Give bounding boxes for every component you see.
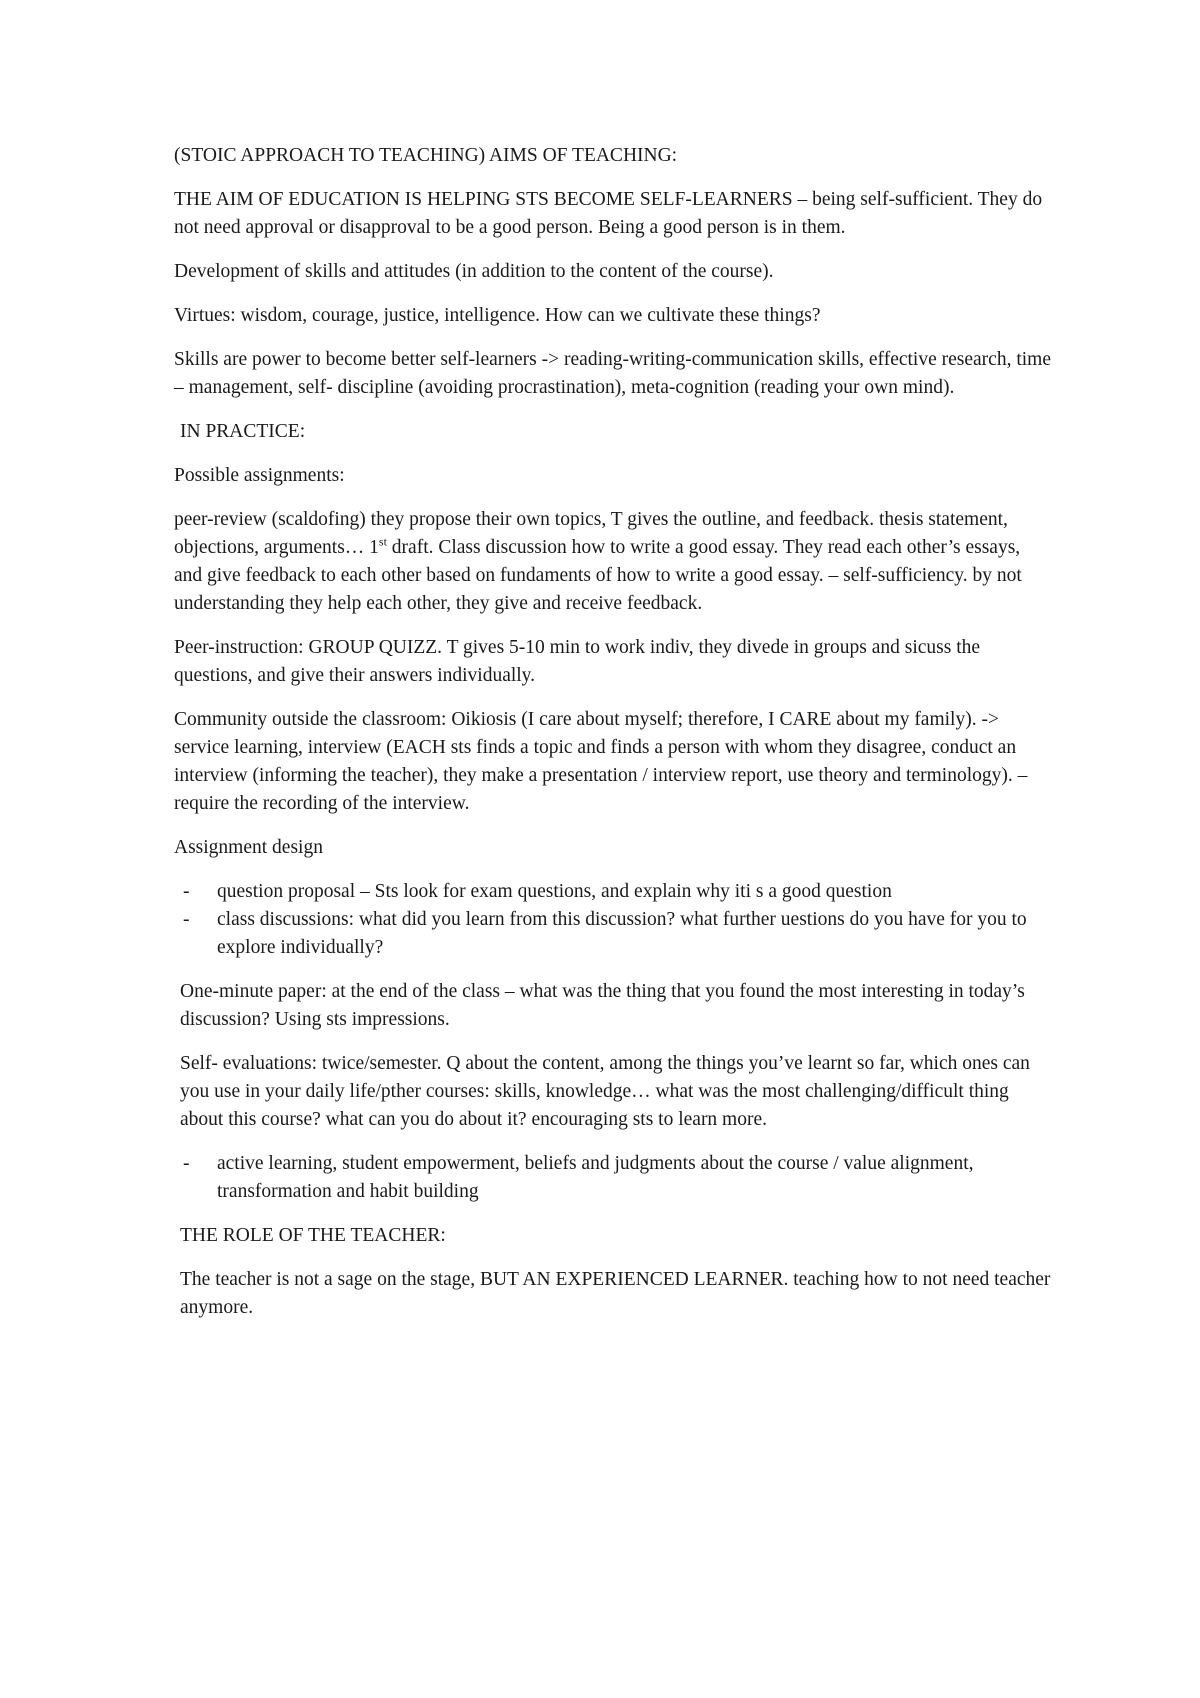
document-heading: (STOIC APPROACH TO TEACHING) AIMS OF TEACHING: [174, 145, 678, 166]
virtues-paragraph: Virtues: wisdom, courage, justice, intelligence. How can we cultivate these things? [174, 305, 821, 326]
list-item-text: class discussions: what did you learn from this discussion? what further uestions do you have for you to explore individually? [217, 909, 1027, 958]
peer-review-paragraph [174, 506, 1052, 618]
community-paragraph: Community outside the classroom: Oikiosis (I care about myself; therefore, I CARE about my family). -> service learning, interview (EACH sts finds a topic and finds a person with whom they disagree, conduct an interview (informing the teacher), they make a presentation / interview report, use theory and terminology). – require the recording of the interview. [174, 709, 1028, 814]
in-practice-heading: IN PRACTICE: [180, 421, 306, 442]
list-item-text: active learning, student empowerment, beliefs and judgments about the course / value alignment, transformation and habit building [217, 1153, 974, 1202]
assignment-design-label: Assignment design [174, 837, 323, 858]
list-item [174, 878, 1052, 906]
list-item [174, 1150, 1052, 1206]
aim-paragraph: THE AIM OF EDUCATION IS HELPING STS BECOME SELF-LEARNERS – being self-sufficient. They do not need approval or disapproval to be a good person. Being a good person is in them. [174, 189, 1043, 238]
peer-instruction-paragraph: Peer-instruction: GROUP QUIZZ. T gives 5-10 min to work indiv, they divede in groups and sicuss the questions, and give their answers individually. [174, 637, 981, 686]
one-minute-paper-paragraph: One-minute paper: at the end of the class – what was the thing that you found the most interesting in today’s discussion? Using sts impressions. [180, 981, 1025, 1030]
ordinal-superscript: st [378, 534, 387, 549]
bullet-dash: - [183, 909, 190, 930]
peer-review-text-start: peer-review (scaldofing) they propose their own topics, T gives the outline, and feedback. thesis statement, objections, arguments… 1 [174, 509, 1008, 558]
document-body [174, 142, 1052, 1338]
development-paragraph: Development of skills and attitudes (in addition to the content of the course). [174, 261, 774, 282]
role-paragraph: The teacher is not a sage on the stage, BUT AN EXPERIENCED LEARNER. teaching how to not need teacher anymore. [180, 1269, 1051, 1318]
skills-paragraph: Skills are power to become better self-learners -> reading-writing-communication skills, effective research, time – management, self- discipline (avoiding procrastination), meta-cognition (reading your own mind). [174, 349, 1051, 398]
role-heading: THE ROLE OF THE TEACHER: [180, 1225, 446, 1246]
possible-assignments-label: Possible assignments: [174, 465, 345, 486]
assignment-design-list [174, 878, 1052, 962]
list-item [174, 906, 1052, 962]
peer-review-text-end: draft. Class discussion how to write a good essay. They read each other’s essays, and give feedback to each other based on fundaments of how to write a good essay. – self-sufficiency. by not understanding they help each other, they give and receive feedback. [174, 537, 1022, 614]
bullet-dash: - [183, 881, 190, 902]
active-learning-list [174, 1150, 1052, 1206]
bullet-dash: - [183, 1153, 190, 1174]
list-item-text: question proposal – Sts look for exam questions, and explain why iti s a good question [217, 881, 892, 902]
self-evaluations-paragraph: Self- evaluations: twice/semester. Q about the content, among the things you’ve learnt so far, which ones can you use in your daily life/pther courses: skills, knowledge… what was the most challenging/difficult thing about this course? what can you do about it? encouraging sts to learn more. [180, 1053, 1030, 1130]
